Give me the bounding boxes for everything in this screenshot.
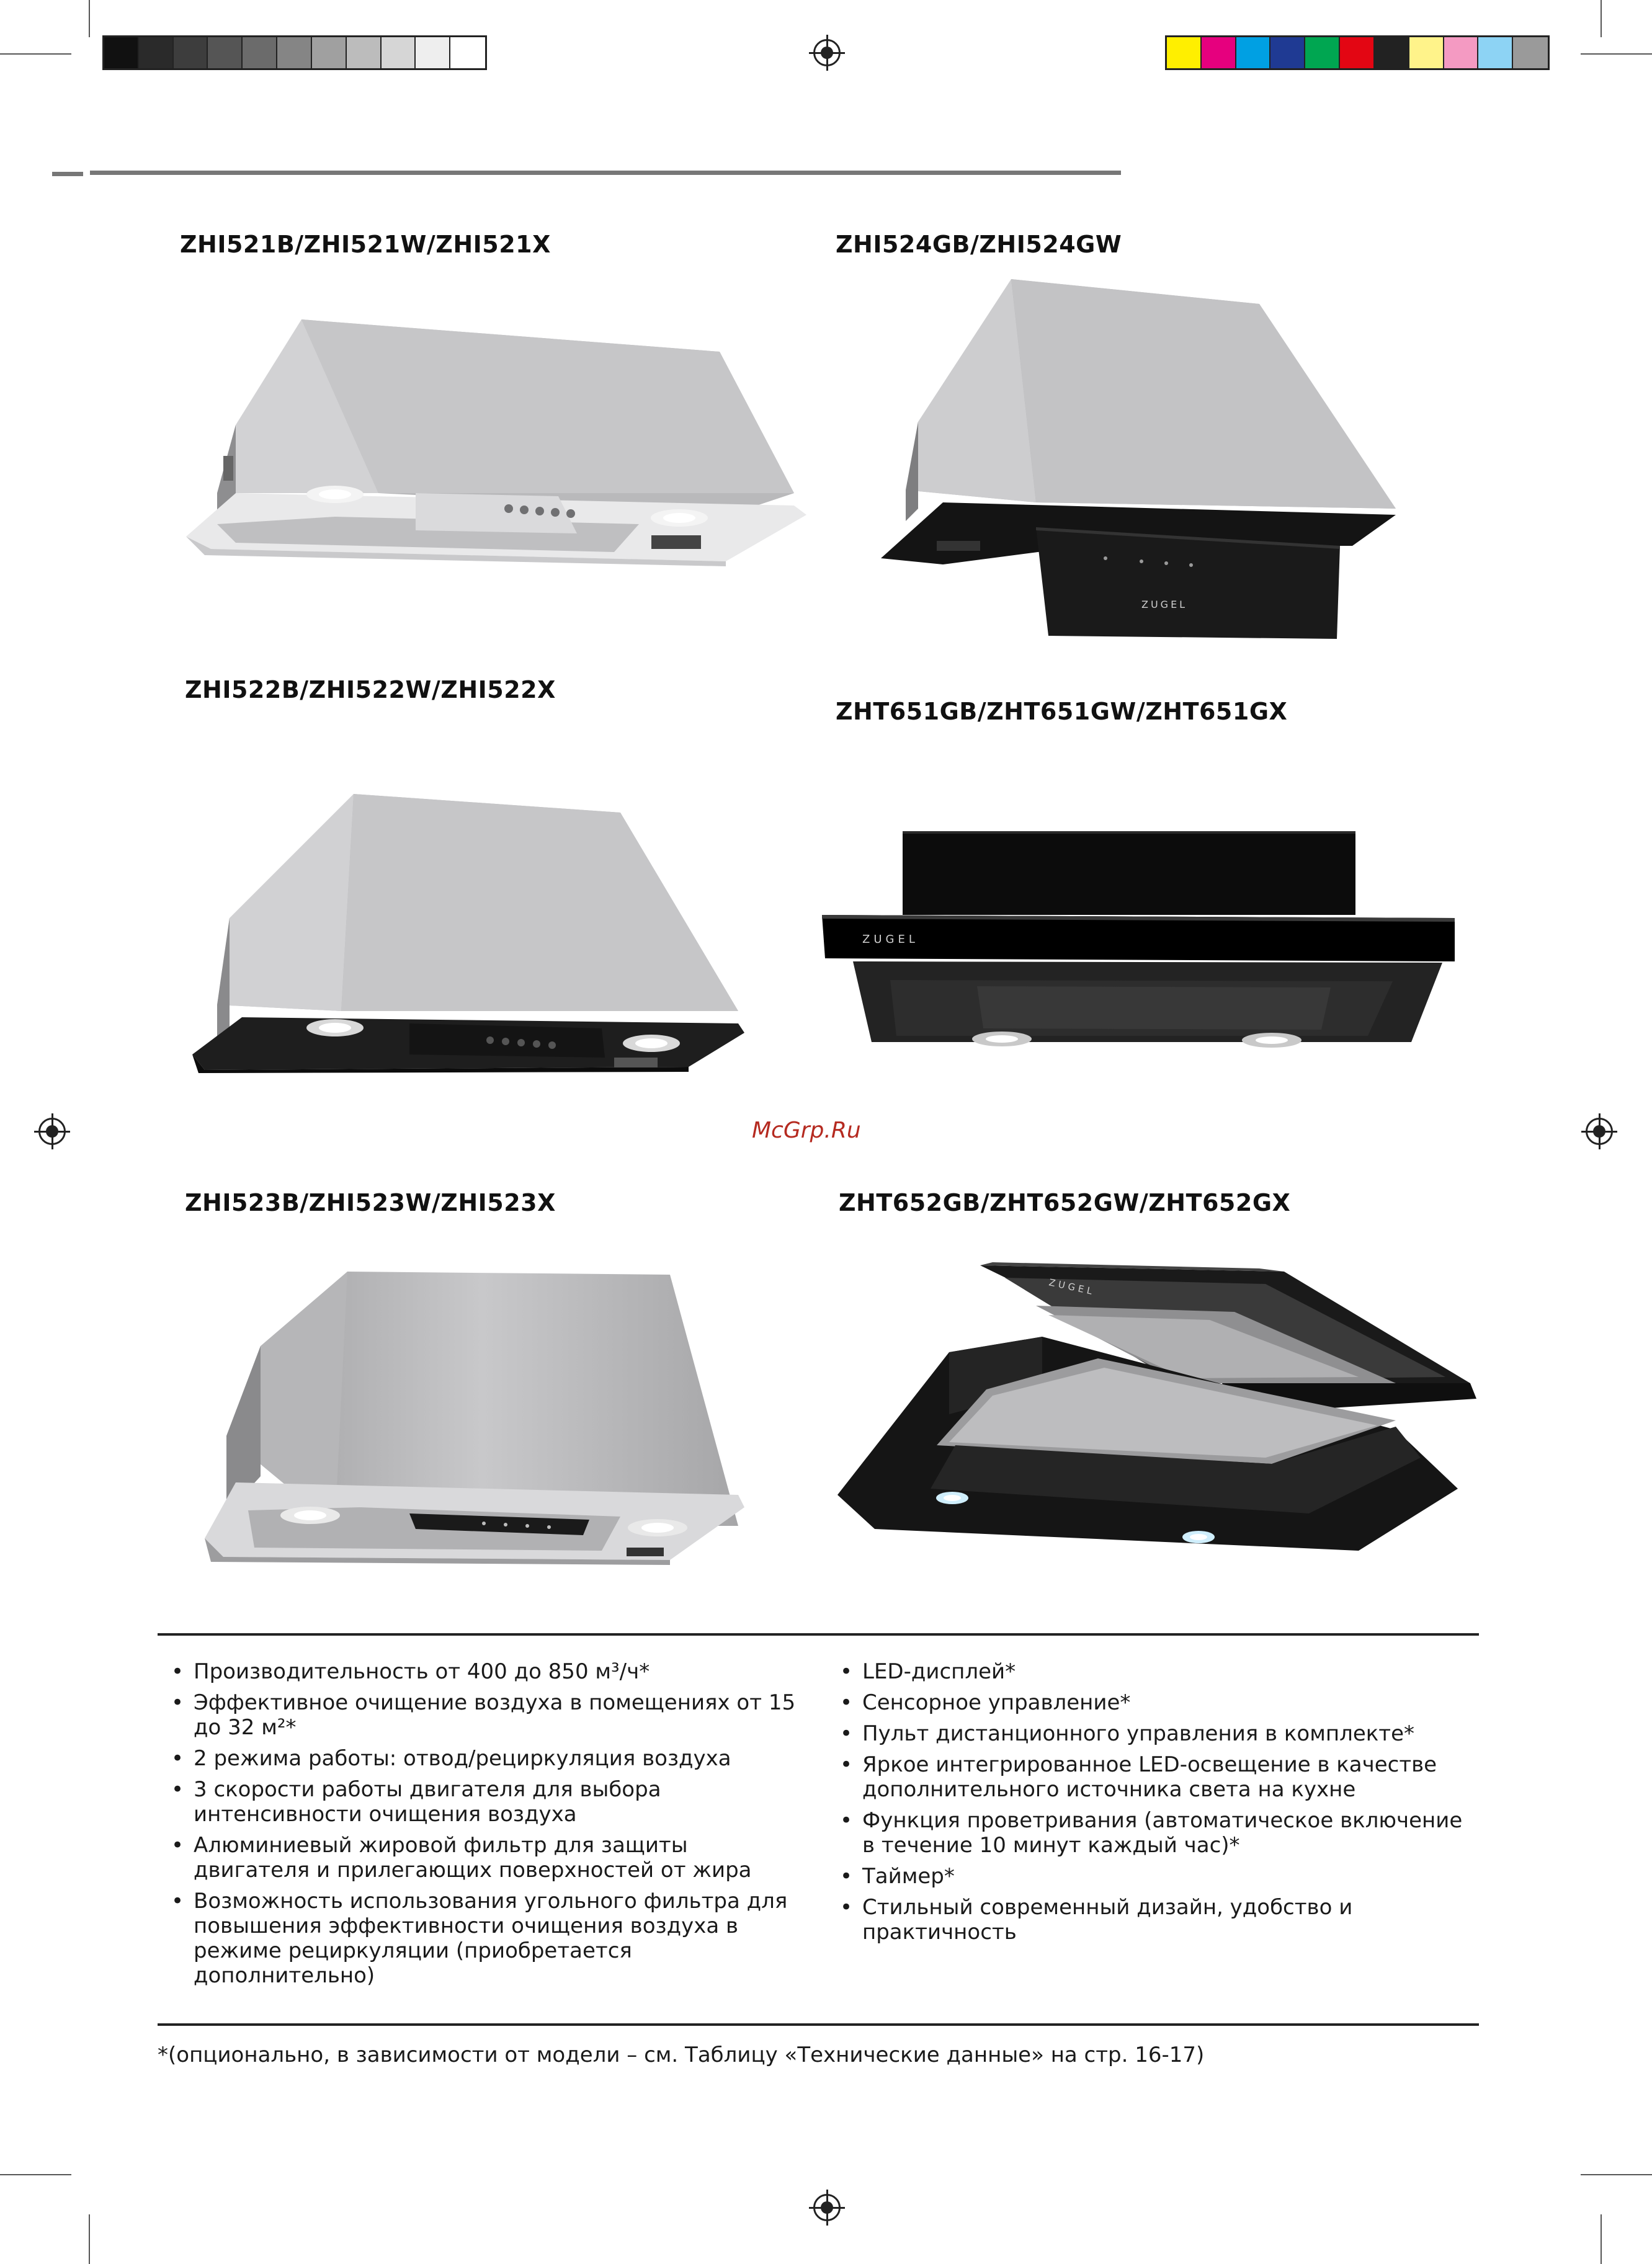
feature-item: • Функция проветривания (автоматическое включение в течение 10 минут каждый час)* (837, 1808, 1476, 1858)
header-rule (90, 171, 1121, 175)
feature-item: • Яркое интегрированное LED-освещение в качестве дополнительного источника света на кухне (837, 1752, 1476, 1802)
features-bottom-rule (158, 2023, 1479, 2026)
features-list-left (169, 1659, 808, 1994)
crop-mark (89, 0, 90, 37)
feature-item: • Пульт дистанционного управления в комплекте* (837, 1721, 1476, 1746)
header-rule-short (52, 172, 83, 176)
model-title-zhi524: ZHI524GB/ZHI524GW (836, 231, 1122, 258)
feature-item: • Возможность использования угольного фильтра для повышения эффективности очищения воздуха в режиме рециркуляции (приобретается дополнительно) (169, 1889, 808, 1988)
features-top-rule (158, 1633, 1479, 1636)
feature-item: • Производительность от 400 до 850 м³/ч* (169, 1659, 808, 1684)
feature-item: • Таймер* (837, 1864, 1476, 1889)
hood-image-zht652 (837, 1259, 1476, 1569)
color-swatch (139, 37, 174, 68)
hood-image-zhi524 (881, 273, 1402, 645)
color-swatch (450, 37, 485, 68)
watermark-text: McGrp.Ru (752, 1118, 861, 1143)
color-swatch (382, 37, 416, 68)
color-swatch (416, 37, 450, 68)
color-swatch (312, 37, 347, 68)
color-swatch (243, 37, 277, 68)
color-swatch (1167, 37, 1202, 68)
footnote: *(опционально, в зависимости от модели – см. Таблицу «Технические данные» на стр. 16-17) (158, 2043, 1205, 2067)
gray-swatch-bar (102, 35, 487, 70)
registration-mark-top (813, 39, 841, 66)
feature-item: • Алюминиевый жировой фильтр для защиты двигателя и прилегающих поверхностей от жира (169, 1833, 808, 1883)
feature-item: • Стильный современный дизайн, удобство и практичность (837, 1895, 1476, 1945)
crop-mark (0, 2174, 71, 2175)
color-swatch (1236, 37, 1271, 68)
crop-mark (89, 2214, 90, 2264)
color-swatch-bar (1165, 35, 1550, 70)
color-swatch (208, 37, 243, 68)
color-swatch (277, 37, 312, 68)
crop-mark (1601, 2214, 1602, 2264)
feature-item: • 3 скорости работы двигателя для выбора интенсивности очищения воздуха (169, 1777, 808, 1827)
color-swatch (1444, 37, 1479, 68)
feature-item: • 2 режима работы: отвод/рециркуляция воздуха (169, 1746, 808, 1771)
color-swatch (347, 37, 382, 68)
hood-image-zhi523 (199, 1265, 751, 1575)
registration-mark-bottom (813, 2194, 841, 2221)
registration-mark-left (38, 1118, 66, 1145)
hood-image-zhi522 (192, 794, 751, 1079)
crop-mark (1581, 2174, 1652, 2175)
color-swatch (1478, 37, 1513, 68)
color-swatch (1375, 37, 1409, 68)
color-swatch (1340, 37, 1375, 68)
brand-logo-text: ZUGEL (1141, 599, 1188, 610)
brand-logo-text: ZUGEL (1048, 1277, 1096, 1298)
color-swatch (1305, 37, 1340, 68)
feature-item: • LED-дисплей* (837, 1659, 1476, 1684)
crop-mark (0, 53, 71, 55)
feature-item: • Эффективное очищение воздуха в помещениях от 15 до 32 м²* (169, 1690, 808, 1740)
hood-image-zht651 (816, 831, 1461, 1067)
model-title-zht652: ZHT652GB/ZHT652GW/ZHT652GX (839, 1189, 1291, 1216)
features-list-right (837, 1659, 1476, 1951)
color-swatch (1409, 37, 1444, 68)
color-swatch (174, 37, 208, 68)
color-swatch (1270, 37, 1305, 68)
model-title-zhi522: ZHI522B/ZHI522W/ZHI522X (185, 676, 556, 703)
color-swatch (1202, 37, 1236, 68)
hood-image-zhi521 (180, 307, 806, 583)
feature-item: • Сенсорное управление* (837, 1690, 1476, 1715)
crop-mark (1581, 53, 1652, 55)
brand-logo-text: ZUGEL (862, 933, 919, 946)
model-title-zht651: ZHT651GB/ZHT651GW/ZHT651GX (836, 698, 1288, 725)
model-title-zhi521: ZHI521B/ZHI521W/ZHI521X (180, 231, 551, 258)
color-swatch (1513, 37, 1548, 68)
color-swatch (104, 37, 139, 68)
crop-mark (1601, 0, 1602, 37)
model-title-zhi523: ZHI523B/ZHI523W/ZHI523X (185, 1189, 556, 1216)
registration-mark-right (1586, 1118, 1613, 1145)
